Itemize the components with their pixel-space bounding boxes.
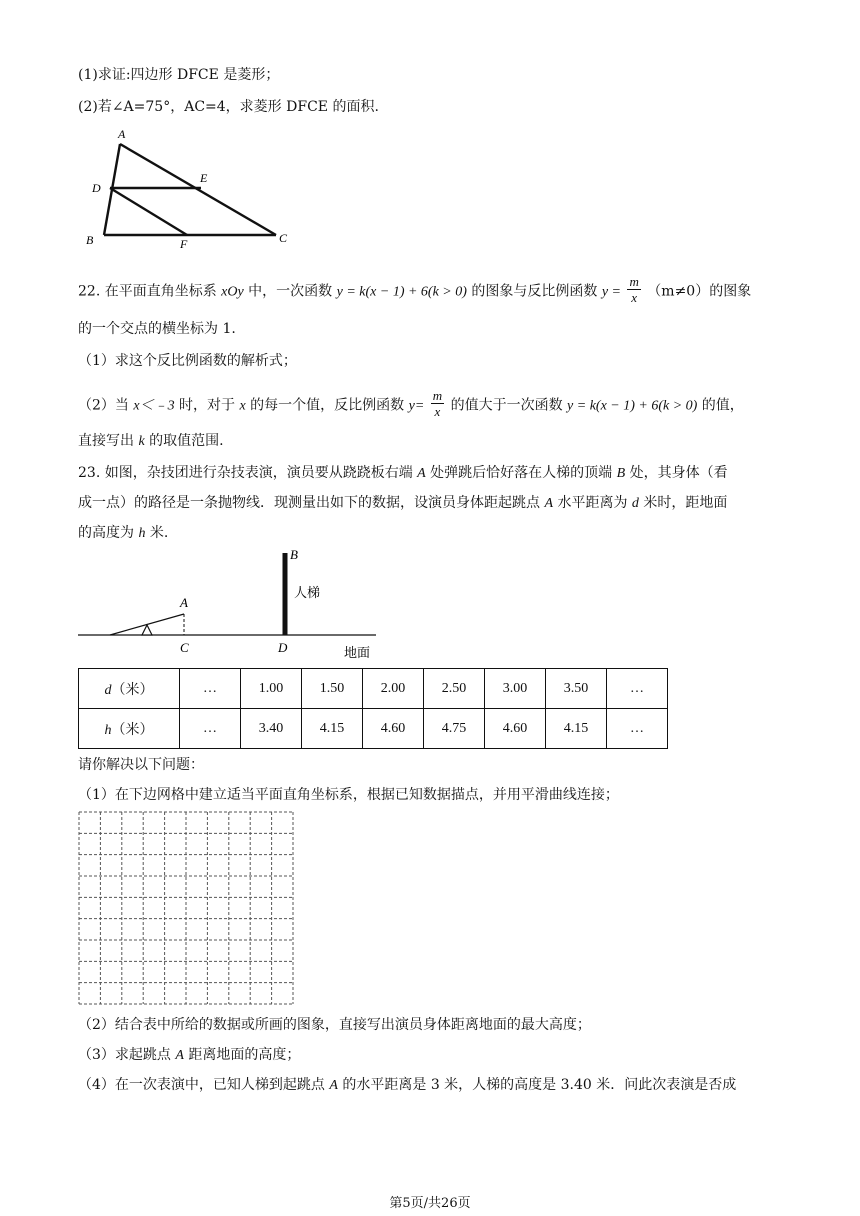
- q22-line1: [78, 276, 751, 307]
- label-c: C: [279, 231, 288, 245]
- point-a: A: [175, 1048, 184, 1063]
- q22-text: 的值大于一次函数: [446, 397, 568, 414]
- var-d: d: [104, 682, 112, 698]
- q21-part2: (2)若∠A=75°，AC=4，求菱形 DFCE 的面积.: [78, 99, 379, 115]
- label-a: A: [118, 127, 126, 141]
- q22-text: （m≠0）的图象: [647, 283, 752, 300]
- label-d: D: [278, 640, 288, 655]
- label-e: E: [200, 171, 208, 185]
- cell-h: 4.75: [424, 709, 485, 749]
- point-a: A: [329, 1078, 338, 1093]
- cell-h: 3.40: [241, 709, 302, 749]
- q23-text: 米时，距地面: [638, 495, 728, 511]
- fraction-m-over-x: [627, 274, 640, 305]
- q22-text: 的每一个值，反比例函数: [245, 397, 409, 414]
- point-b: B: [616, 466, 626, 481]
- linear-function: y = k(x − 1) + 6(k > 0): [336, 284, 467, 300]
- triangle-figure: [80, 122, 300, 250]
- q23-text: 米.: [145, 525, 169, 541]
- cell-h: 4.15: [546, 709, 607, 749]
- label-b: B: [86, 233, 94, 247]
- q23-text: （3）求起跳点: [78, 1047, 176, 1063]
- q22-var-xoy: xOy: [221, 284, 244, 300]
- unit: （米）: [111, 682, 154, 698]
- inverse-function-lhs: y=: [408, 398, 425, 414]
- label-ground: 地面: [344, 646, 371, 661]
- q21-part1: (1)求证:四边形 DFCE 是菱形；: [78, 67, 280, 83]
- label-d: D: [92, 181, 101, 195]
- segment-df: [110, 188, 187, 235]
- q23-text: 距离地面的高度；: [183, 1047, 301, 1063]
- var-d: d: [631, 496, 639, 511]
- q22-text: 时，对于: [174, 397, 240, 414]
- q22-text: 直接写出: [78, 433, 139, 449]
- point-a: A: [544, 496, 554, 511]
- cell-h: 4.60: [485, 709, 546, 749]
- q22-part2: [78, 390, 744, 421]
- point-a: A: [417, 466, 426, 481]
- seesaw-fulcrum: [142, 625, 152, 635]
- q23-prompt: 请你解决以下问题：: [78, 757, 204, 773]
- q23-line2: [78, 494, 727, 513]
- q23-line1: [78, 464, 728, 483]
- q23-part4: [78, 1076, 736, 1095]
- cell-d: 3.50: [546, 669, 607, 709]
- label-b: B: [290, 547, 298, 562]
- q22-text: 中，一次函数: [243, 283, 337, 300]
- q23-text: 成一点）的路径是一条抛物线．现测量出如下的数据，设演员身体距起跳点: [78, 495, 545, 511]
- q22-line2: 的一个交点的横坐标为 1.: [78, 321, 236, 337]
- segment-ac: [120, 144, 276, 235]
- linear-function: y = k(x − 1) + 6(k > 0): [567, 398, 698, 414]
- var-h: h: [138, 526, 146, 541]
- dashed-grid: [78, 811, 294, 1005]
- q23-line3: [78, 524, 168, 543]
- fraction-denominator: x: [434, 404, 441, 419]
- cell-d: 2.00: [363, 669, 424, 709]
- unit: （米）: [111, 722, 154, 738]
- q22-text: （2）当: [78, 397, 134, 414]
- cell-d: 1.50: [302, 669, 363, 709]
- inverse-function-lhs: y =: [601, 284, 621, 300]
- cell-h: 4.60: [363, 709, 424, 749]
- cell-h: …: [607, 709, 668, 749]
- var-k: k: [138, 434, 145, 449]
- label-a: A: [180, 595, 188, 610]
- q22-text: 的图象与反比例函数: [466, 283, 602, 300]
- fraction-m-over-x: [431, 388, 444, 419]
- acrobat-figure: [76, 546, 386, 662]
- var-h: h: [104, 722, 112, 738]
- q23-part1: （1）在下边网格中建立适当平面直角坐标系，根据已知数据描点，并用平滑曲线连接；: [78, 787, 619, 803]
- cell-h: …: [180, 709, 241, 749]
- fraction-numerator: m: [629, 274, 639, 289]
- fraction-denominator: x: [631, 290, 638, 305]
- var-x: x: [239, 398, 246, 414]
- q23-text: 的水平距离是 3 米，人梯的高度是 3.40 米．问此次表演是否成: [337, 1077, 737, 1093]
- q22-text: 的取值范围.: [144, 433, 224, 449]
- page-footer: 第5页/共26页: [389, 1196, 471, 1211]
- q22-text: 22. 在平面直角坐标系: [78, 283, 222, 300]
- cell-d: 3.00: [485, 669, 546, 709]
- condition: x＜﹣3: [133, 398, 175, 414]
- q23-text: 处弹跳后恰好落在人梯的顶端: [425, 465, 617, 481]
- label-c: C: [180, 640, 189, 655]
- cell-d: …: [607, 669, 668, 709]
- q23-part3: [78, 1046, 300, 1065]
- table-row-d: [79, 669, 668, 709]
- q23-text: 处，其身体（看: [625, 465, 728, 481]
- label-f: F: [180, 237, 188, 250]
- q23-text: 的高度为: [78, 525, 139, 541]
- q22-text: 的值，: [697, 397, 744, 414]
- row-header-d: [79, 669, 180, 709]
- q22-part1: （1）求这个反比例函数的解析式；: [78, 353, 297, 369]
- q23-text: 水平距离为: [553, 495, 632, 511]
- fraction-numerator: m: [432, 388, 443, 403]
- q23-text: （4）在一次表演中，已知人梯到起跳点: [78, 1077, 330, 1093]
- q23-text: 23. 如图，杂技团进行杂技表演，演员要从跷跷板右端: [78, 465, 418, 481]
- row-header-h: [79, 709, 180, 749]
- table-row-h: [79, 709, 668, 749]
- q23-part2: （2）结合表中所给的数据或所画的图象，直接写出演员身体距离地面的最大高度；: [78, 1017, 591, 1033]
- cell-d: 1.00: [241, 669, 302, 709]
- cell-d: 2.50: [424, 669, 485, 709]
- q22-part2-line2: [78, 432, 224, 451]
- label-ladder: 人梯: [294, 586, 321, 601]
- cell-h: 4.15: [302, 709, 363, 749]
- data-table: [78, 668, 668, 749]
- cell-d: …: [180, 669, 241, 709]
